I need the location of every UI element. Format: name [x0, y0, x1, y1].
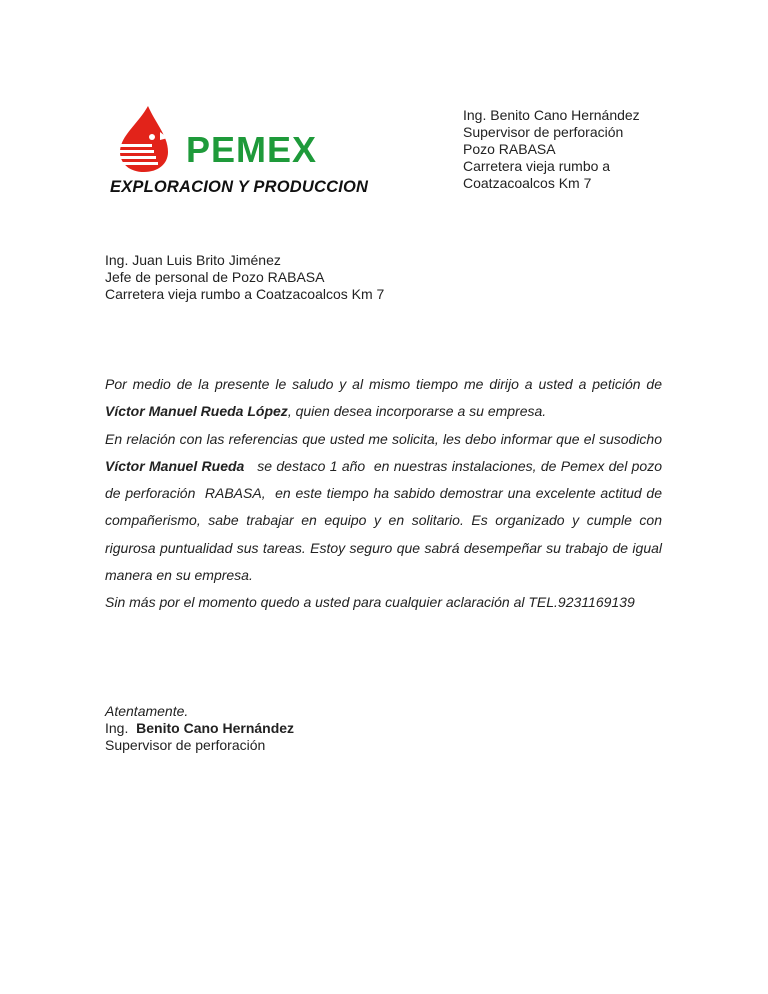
sender-line: Ing. Benito Cano Hernández	[463, 107, 640, 123]
recipient-line: Jefe de personal de Pozo RABASA	[105, 269, 325, 285]
pemex-logo	[108, 104, 369, 204]
letter-body	[105, 371, 666, 617]
body-paragraph-2: En relación con las referencias que usted me solicita, les debo informar que el susodicho Víctor Manuel Rueda se destaco 1 año en nuestras instalaciones, de Pemex del pozo de perforación RABASA, en este tiempo ha sabido demostrar una excelente actitud de compañerismo, sabe trabajar en equipo y en solitario. Es organizado y cumple con rigurosa puntualidad sus tareas. Estoy seguro que sabrá desempeñar su trabajo de igual manera en su empresa.	[105, 430, 666, 584]
signer-name: Benito Cano Hernández	[136, 720, 295, 736]
sender-line: Pozo RABASA	[463, 141, 556, 157]
recipient-address	[105, 252, 384, 303]
recipient-line: Carretera vieja rumbo a Coatzacoalcos Km 7	[105, 286, 385, 302]
signer-name-line: Ing. Benito Cano Hernández	[105, 720, 295, 736]
closing-regards: Atentamente.	[105, 703, 189, 719]
sender-line: Coatzacoalcos Km 7	[463, 175, 592, 191]
sender-line: Supervisor de perforación	[463, 124, 624, 140]
pemex-eagle-drop-icon	[108, 104, 188, 174]
signature-block	[105, 703, 294, 754]
recipient-line: Ing. Juan Luis Brito Jiménez	[105, 252, 281, 268]
logo-wordmark: PEMEX	[186, 129, 318, 170]
candidate-name: Víctor Manuel Rueda	[105, 457, 245, 474]
candidate-name: Víctor Manuel Rueda López	[105, 403, 288, 420]
body-paragraph-1: Por medio de la presente le saludo y al mismo tiempo me dirijo a usted a petición de Víctor Manuel Rueda López, quien desea incorporarse a su empresa.	[105, 376, 662, 420]
logo-subtitle: EXPLORACION Y PRODUCCION	[110, 178, 369, 196]
sender-line: Carretera vieja rumbo a	[463, 158, 611, 174]
sender-address	[463, 107, 640, 192]
body-paragraph-3: Sin más por el momento quedo a usted para cualquier aclaración al TEL.9231169139	[105, 594, 635, 611]
signer-title: Supervisor de perforación	[105, 737, 266, 753]
